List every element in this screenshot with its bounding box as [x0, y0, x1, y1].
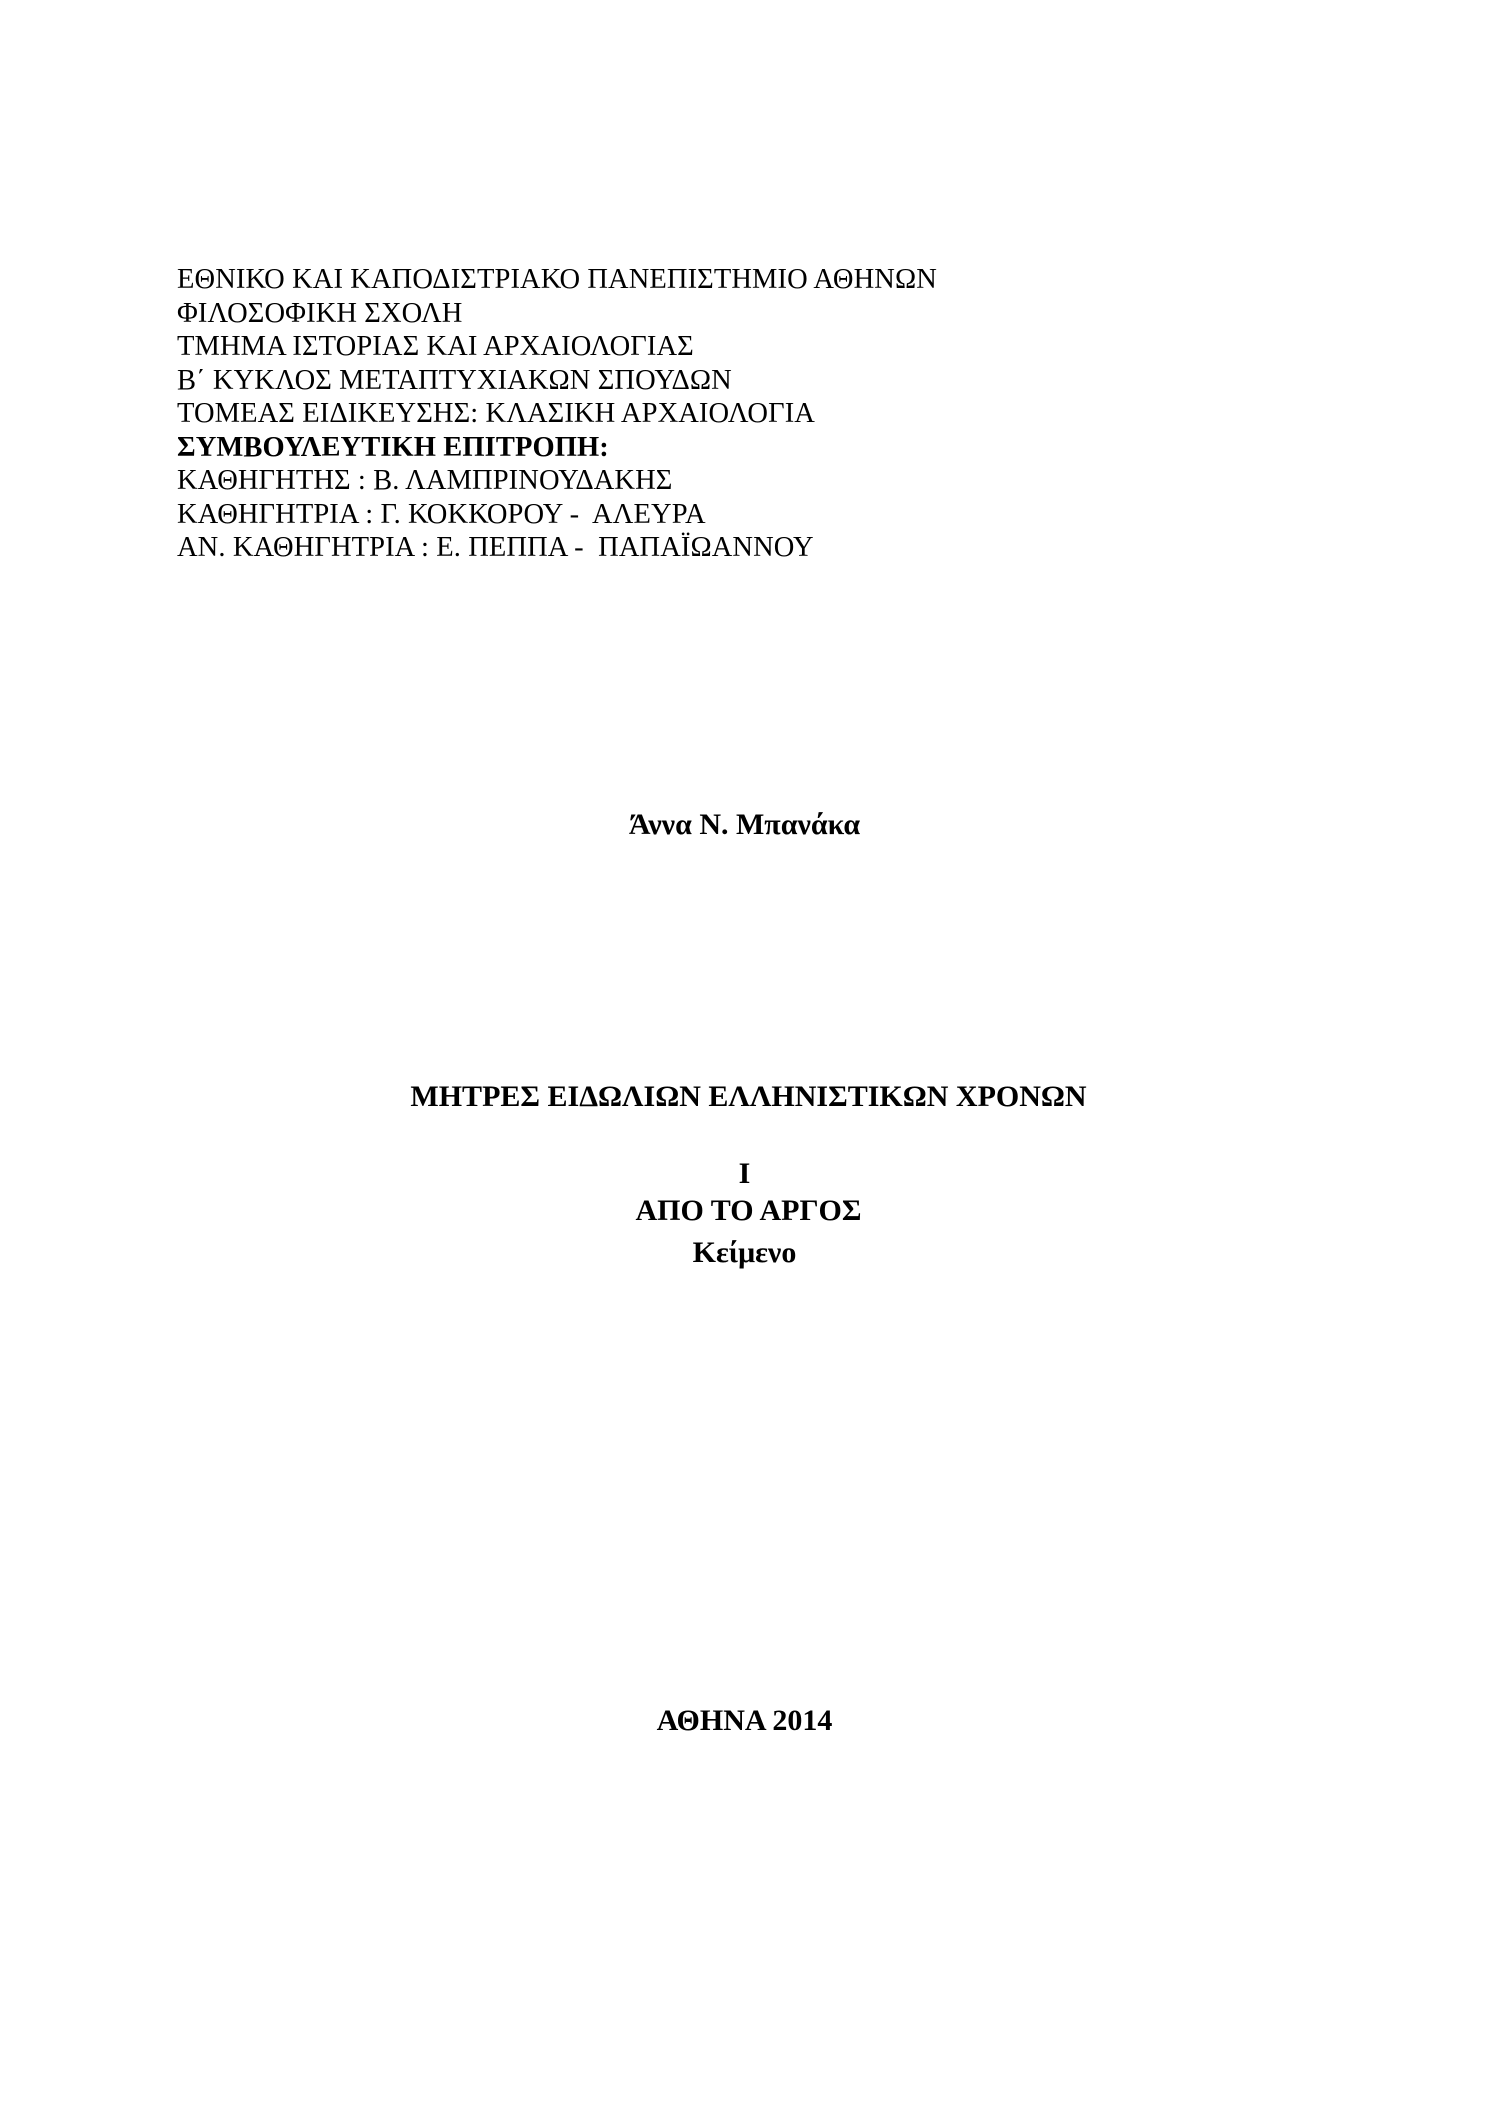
committee-member-3: ΑΝ. ΚΑΘΗΓΗΤΡΙΑ : Ε. ΠΕΠΠΑ - ΠΑΠΑΪΩΑΝΝΟΥ [177, 532, 814, 563]
program-cycle: Β΄ ΚΥΚΛΟΣ ΜΕΤΑΠΤΥΧΙΑΚΩΝ ΣΠΟΥΔΩΝ [177, 364, 732, 396]
thesis-title-line-2: ΑΠΟ ΤΟ ΑΡΓΟΣ [635, 1194, 862, 1227]
university-name: ΕΘΝΙΚΟ ΚΑΙ ΚΑΠΟΔΙΣΤΡΙΑΚΟ ΠΑΝΕΠΙΣΤΗΜΙΟ ΑΘΗΝΩΝ [177, 264, 937, 295]
specialization: ΤΟΜΕΑΣ ΕΙΔΙΚΕΥΣΗΣ: ΚΛΑΣΙΚΗ ΑΡΧΑΙΟΛΟΓΙΑ [177, 398, 815, 429]
committee-member-1: ΚΑΘΗΓΗΤΗΣ : Β. ΛΑΜΠΡΙΝΟΥΔΑΚΗΣ [177, 465, 673, 496]
author-name: Άννα Ν. Μπανάκα [628, 808, 861, 841]
committee-member-2: ΚΑΘΗΓΗΤΡΙΑ : Γ. ΚΟΚΚΟΡΟΥ - ΑΛΕΥΡΑ [177, 498, 706, 530]
committee-heading: ΣΥΜΒΟΥΛΕΥΤΙΚΗ ΕΠΙΤΡΟΠΗ: [177, 431, 609, 463]
volume-label: Κείμενο [692, 1236, 797, 1269]
thesis-title-line-1: ΜΗΤΡΕΣ ΕΙΔΩΛΙΩΝ ΕΛΛΗΝΙΣΤΙΚΩΝ ΧΡΟΝΩΝ [410, 1080, 1087, 1113]
thesis-title [0, 1002, 1489, 1268]
place-and-year: ΑΘΗΝΑ 2014 [656, 1704, 833, 1737]
institution-header [177, 263, 1177, 565]
department-name: ΤΜΗΜΑ ΙΣΤΟΡΙΑΣ ΚΑΙ ΑΡΧΑΙΟΛΟΓΙΑΣ [177, 331, 694, 362]
volume-number: Ι [738, 1157, 751, 1190]
school-name: ΦΙΛΟΣΟΦΙΚΗ ΣΧΟΛΗ [177, 297, 463, 329]
